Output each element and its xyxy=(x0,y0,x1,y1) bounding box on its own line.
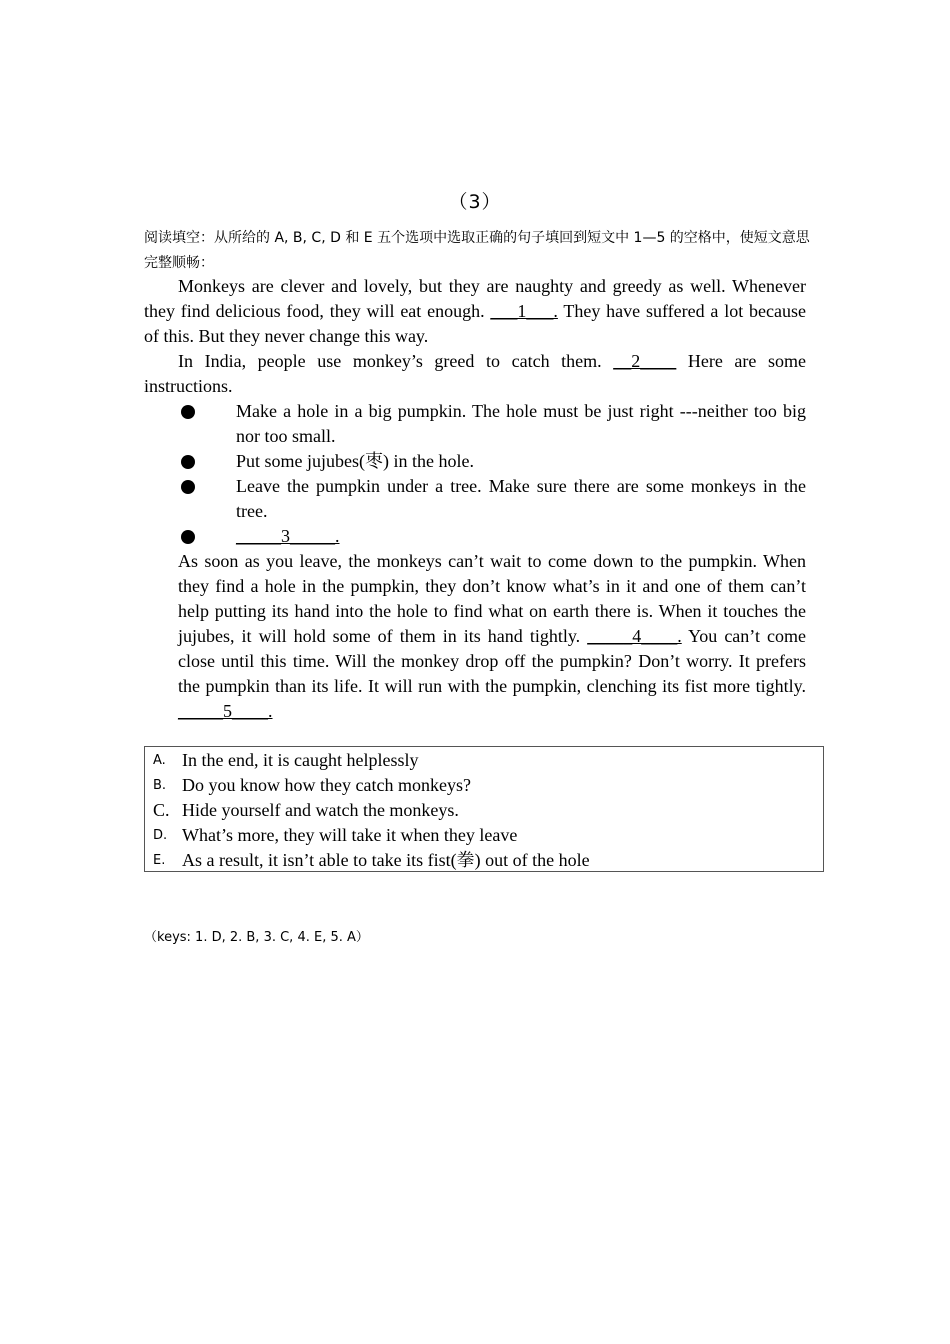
paragraph-3-text-middle: You can’t come close until this time. Will the monkey drop off the pumpkin? Don’t worry. It prefers the pumpkin than its life. It will run with the pumpkin, clenching its fist more tightly. xyxy=(178,626,806,696)
blank-1: ___1___. xyxy=(490,301,558,321)
option-b xyxy=(145,773,823,798)
instruction-text: 阅读填空：从所给的 A, B, C, D 和 E 五个选项中选取正确的句子填回到短文中 1—5 的空格中，使短文意思完整顺畅： xyxy=(144,230,810,271)
option-text: As a result, it isn’t able to take its fist(拳) out of the hole xyxy=(182,850,590,870)
paragraph-2-text-before: In India, people use monkey’s greed to catch them. xyxy=(178,351,614,371)
option-letter: C. xyxy=(153,800,170,820)
option-letter: D. xyxy=(153,828,168,843)
bullet-item xyxy=(144,524,806,549)
bullet-text: Make a hole in a big pumpkin. The hole must be just right ---neither too big nor too small. xyxy=(236,401,806,446)
blank-3: _____3_____. xyxy=(236,526,340,546)
section-title: （3） xyxy=(448,191,502,213)
blank-5: _____5____. xyxy=(178,701,273,721)
bullet-text: Leave the pumpkin under a tree. Make sure there are some monkeys in the tree. xyxy=(236,476,806,521)
option-text: Do you know how they catch monkeys? xyxy=(182,775,471,795)
option-text: Hide yourself and watch the monkeys. xyxy=(182,800,459,820)
bullet-item xyxy=(144,399,806,449)
blank-2: __2____ xyxy=(613,351,677,371)
paragraph-1-text-after: They have suffered a lot because of this. But they never change this way. xyxy=(144,301,806,346)
option-letter: B. xyxy=(153,778,167,793)
bullet-icon xyxy=(144,474,236,524)
option-text: In the end, it is caught helplessly xyxy=(182,750,419,770)
option-e xyxy=(145,848,823,873)
option-d xyxy=(145,823,823,848)
options-box xyxy=(144,746,824,872)
paragraph-3 xyxy=(178,549,806,724)
option-text: What’s more, they will take it when they leave xyxy=(182,825,518,845)
paragraph-2-text-after: Here are some instructions. xyxy=(144,351,806,396)
bullet-item xyxy=(144,474,806,524)
bullet-icon xyxy=(144,449,236,474)
blank-4: _____4____. xyxy=(587,626,682,646)
option-c xyxy=(145,798,823,823)
option-letter: A. xyxy=(153,753,166,768)
bullet-icon xyxy=(144,524,236,549)
paragraph-1-text-before: Monkeys are clever and lovely, but they are naughty and greedy as well. Whenever they find delicious food, they will eat enough. xyxy=(144,276,806,321)
answer-keys: （keys: 1. D, 2. B, 3. C, 4. E, 5. A） xyxy=(144,930,369,945)
option-a xyxy=(145,748,823,773)
instruction-bullet-list xyxy=(144,399,806,549)
bullet-icon xyxy=(144,399,236,449)
paragraph-1 xyxy=(144,274,806,349)
paragraph-2 xyxy=(144,349,806,399)
option-letter: E. xyxy=(153,853,166,868)
bullet-item xyxy=(144,449,806,474)
bullet-text: Put some jujubes(枣) in the hole. xyxy=(236,451,474,471)
paragraph-3-text-before: As soon as you leave, the monkeys can’t wait to come down to the pumpkin. When they find a hole in the pumpkin, they don’t know what’s in it and one of them can’t help putting its hand into the hole to find what on earth there is. When it touches the jujubes, it will hold some of them in its hand tightly. xyxy=(178,551,806,646)
